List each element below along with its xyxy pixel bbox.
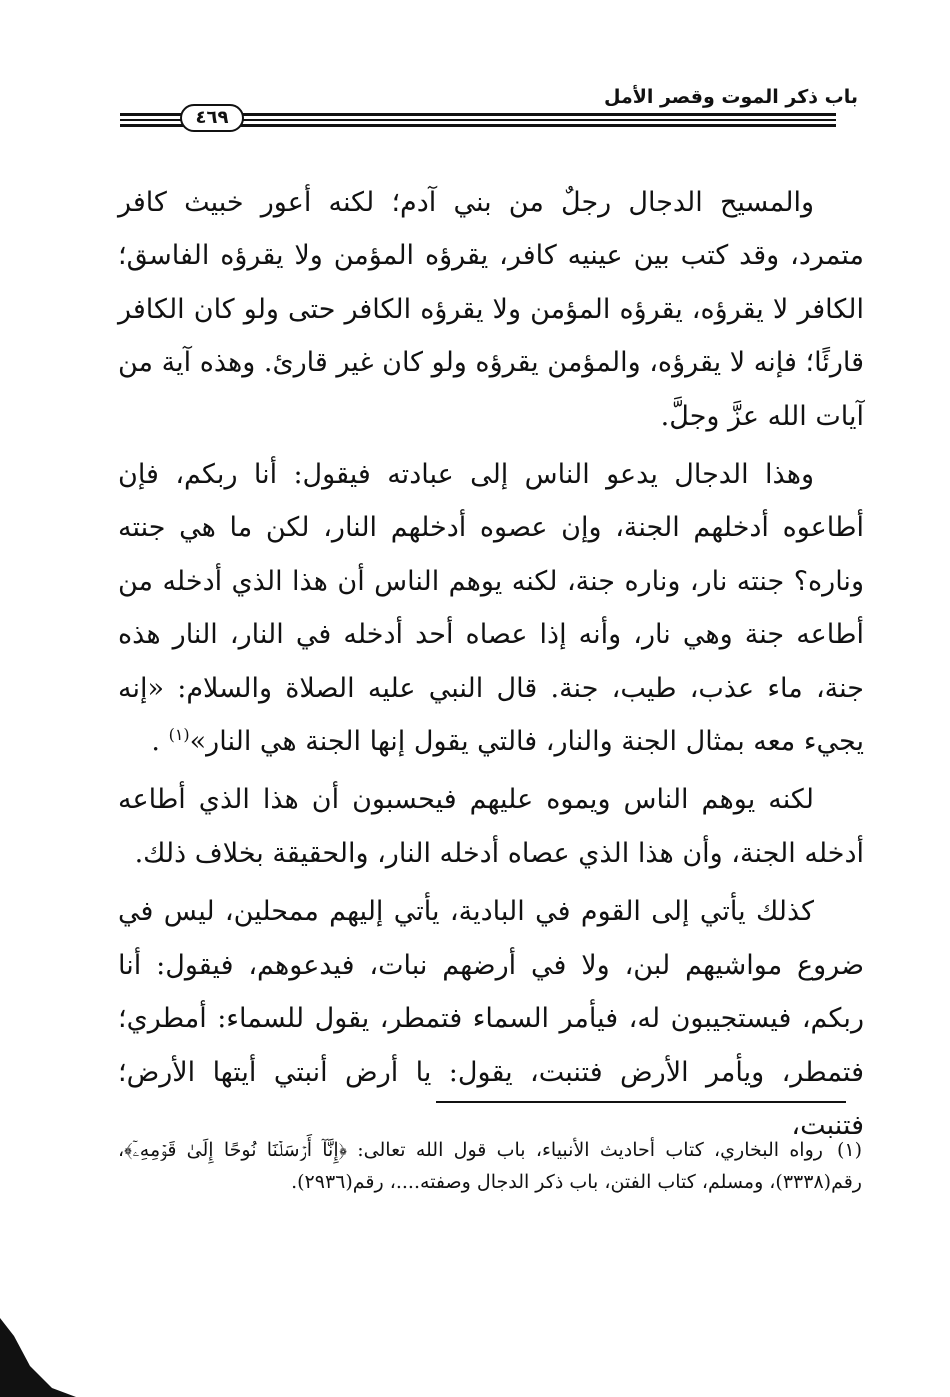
paragraph-end-punctuation: .	[151, 726, 160, 758]
paragraph-text: وهذا الدجال يدعو الناس إلى عبادته فيقول: أنا ربكم، فإن أطاعوه أدخلهم الجنة، وإن عصوه أدخلهم النار، لكن ما هي جنته وناره؟ جنته نار، وناره جنة، لكنه يوهم الناس أن هذا الذي أدخله من أطاعه جنة وهي نار، وأنه إذا عصاه أحد أدخله في النار، النار هذه جنة، ماء عذب، طيب، جنة. قال النبي عليه الصلاة والسلام: «إنه يجيء معه بمثال الجنة والنار، فالتي يقول إنها الجنة هي النار»	[118, 459, 864, 758]
page-number: ٤٦٩	[180, 104, 244, 132]
footnote-separator	[436, 1101, 846, 1103]
paragraph	[118, 448, 864, 768]
paragraph: والمسيح الدجال رجلٌ من بني آدم؛ لكنه أعور خبيث كافر متمرد، وقد كتب بين عينيه كافر، يقرؤه المؤمن ولا يقرؤه الفاسق؛ الكافر لا يقرؤه، يقرؤه المؤمن ولا يقرؤه الكافر حتى ولو كان الكافر قارئًا؛ فإنه لا يقرؤه، والمؤمن يقرؤه ولو كان غير قارئ. وهذه آية من آيات الله عزَّ وجلَّ.	[118, 187, 864, 432]
footnote-text: رواه البخاري، كتاب أحاديث الأنبياء، باب قول الله تعالى: ﴿إِنَّآ أَرۡسَلۡنَا نُوحًا إِلَىٰ قَوۡمِهِۦٓ﴾، رقم(٣٣٣٨)، ومسلم، كتاب الفتن، باب ذكر الدجال وصفته....، رقم(٢٩٣٦).	[118, 1139, 862, 1193]
main-text	[118, 176, 864, 1157]
paragraph: كذلك يأتي إلى القوم في البادية، يأتي إليهم ممحلين، ليس في ضروع مواشيهم لبن، ولا في أرضهم نبات، فيدعوهم، فيقول: أنا ربكم، فيستجيبون له، فيأمر السماء فتمطر، يقول للسماء: أمطري؛ فتمطر، ويأمر الأرض فتنبت، يقول: يا أرض أنبتي أيتها الأرض؛ فتنبت،	[118, 896, 864, 1141]
footnote-reference[interactable]: (١)	[168, 725, 190, 745]
running-header-title: باب ذكر الموت وقصر الأمل	[603, 86, 858, 108]
footnote-number: (١)	[836, 1139, 862, 1161]
scan-corner-shadow	[0, 1318, 80, 1397]
footnote	[118, 1134, 862, 1198]
paragraph: لكنه يوهم الناس ويموه عليهم فيحسبون أن هذا الذي أطاعه أدخله الجنة، وأن هذا الذي عصاه أدخله النار، والحقيقة بخلاف ذلك.	[118, 784, 864, 869]
